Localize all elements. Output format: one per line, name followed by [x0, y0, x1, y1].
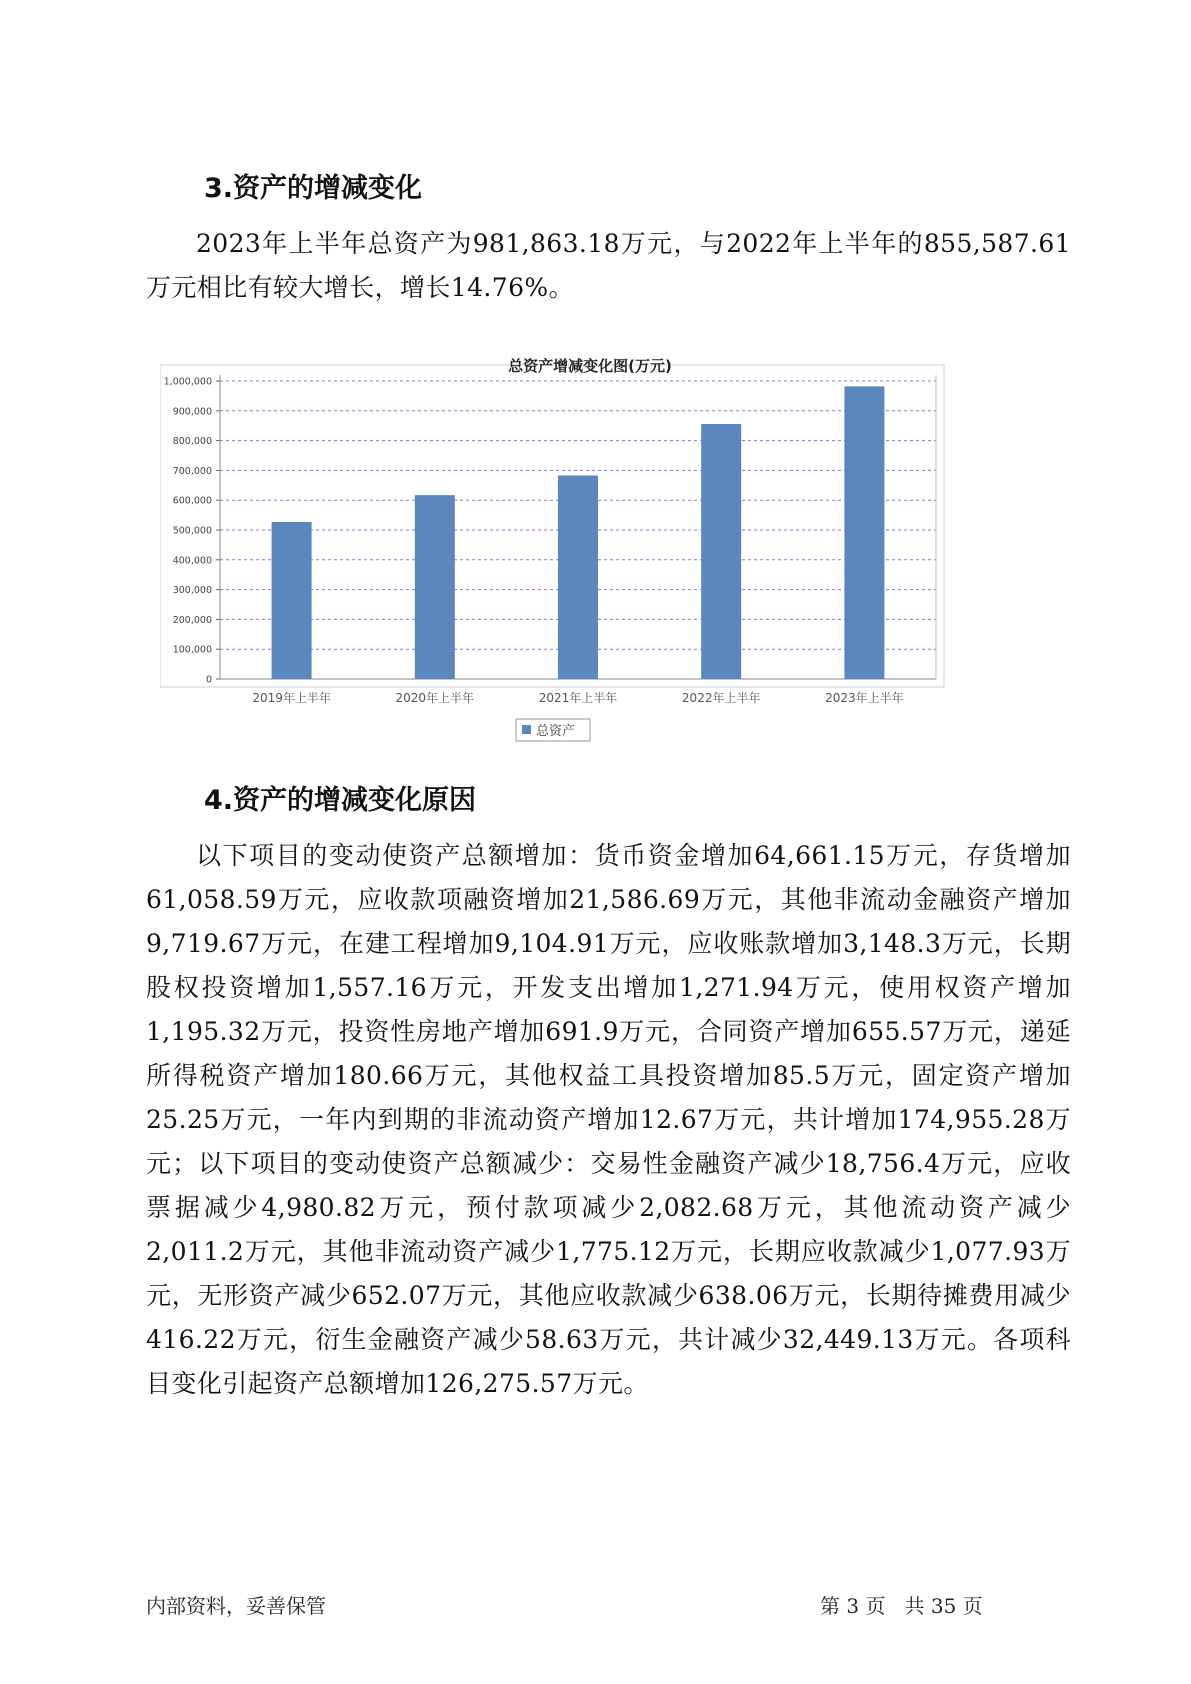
y-tick-label: 1,000,000: [163, 376, 212, 388]
y-tick-label: 400,000: [172, 555, 212, 567]
x-tick-label: 2023年上半年: [825, 691, 904, 705]
bar: [415, 495, 455, 679]
y-tick-label: 200,000: [172, 614, 212, 626]
total-assets-chart: [160, 355, 1020, 805]
legend-label: 总资产: [536, 724, 576, 739]
x-tick-label: 2020年上半年: [395, 691, 475, 705]
x-tick-label: 2021年上半年: [538, 691, 618, 705]
section-3-paragraph: 2023年上半年总资产为981,863.18万元，与2022年上半年的855,587.61万元相比有较大增长，增长14.76%。: [146, 229, 1071, 302]
bar: [272, 522, 312, 679]
y-tick-label: 900,000: [172, 406, 212, 418]
x-tick-label: 2022年上半年: [681, 691, 761, 705]
chart-svg: [160, 355, 1020, 805]
y-tick-label: 300,000: [172, 585, 212, 597]
y-tick-label: 0: [205, 674, 212, 686]
bar: [844, 386, 884, 679]
bar: [558, 475, 598, 679]
footer-page-number: 第 3 页 共 35 页: [820, 1594, 983, 1618]
footer-confidential-note: 内部资料，妥善保管: [146, 1594, 326, 1618]
y-tick-label: 800,000: [172, 436, 212, 448]
y-tick-label: 600,000: [172, 495, 212, 507]
x-tick-label: 2019年上半年: [252, 691, 331, 705]
section-3-heading: 3.资产的增减变化: [204, 173, 423, 204]
chart-title: 总资产增减变化图(万元): [508, 357, 672, 375]
y-tick-label: 100,000: [172, 644, 212, 656]
bar: [701, 424, 741, 679]
y-tick-label: 500,000: [172, 525, 212, 537]
y-tick-label: 700,000: [172, 465, 212, 477]
legend-swatch: [522, 725, 531, 734]
section-4-heading: 4.资产的增减变化原因: [204, 785, 477, 816]
section-4-paragraph: 以下项目的变动使资产总额增加：货币资金增加64,661.15万元，存货增加61,058.59万元，应收款项融资增加21,586.69万元，其他非流动金融资产增加9,719.67万元，在建工程增加9,104.91万元，应收账款增加3,148.3万元，长期股权投资增加1,557.16万元，开发支出增加1,271.94万元，使用权资产增加1,195.32万元，投资性房地产增加691.9万元，合同资产增加655.57万元，递延所得税资产增加180.66万元，其他权益工具投资增加85.5万元，固定资产增加25.25万元，一年内到期的非流动资产增加12.67万元，共计增加174,955.28万元；以下项目的变动使资产总额减少：交易性金融资产减少18,756.4万元，应收票据减少4,980.82万元，预付款项减少2,082.68万元，其他流动资产减少2,011.2万元，其他非流动资产减少1,775.12万元，长期应收款减少1,077.93万元，无形资产减少652.07万元，其他应收款减少638.06万元，长期待摊费用减少416.22万元，衍生金融资产减少58.63万元，共计减少32,449.13万元。各项科目变化引起资产总额增加126,275.57万元。: [146, 841, 1071, 1398]
